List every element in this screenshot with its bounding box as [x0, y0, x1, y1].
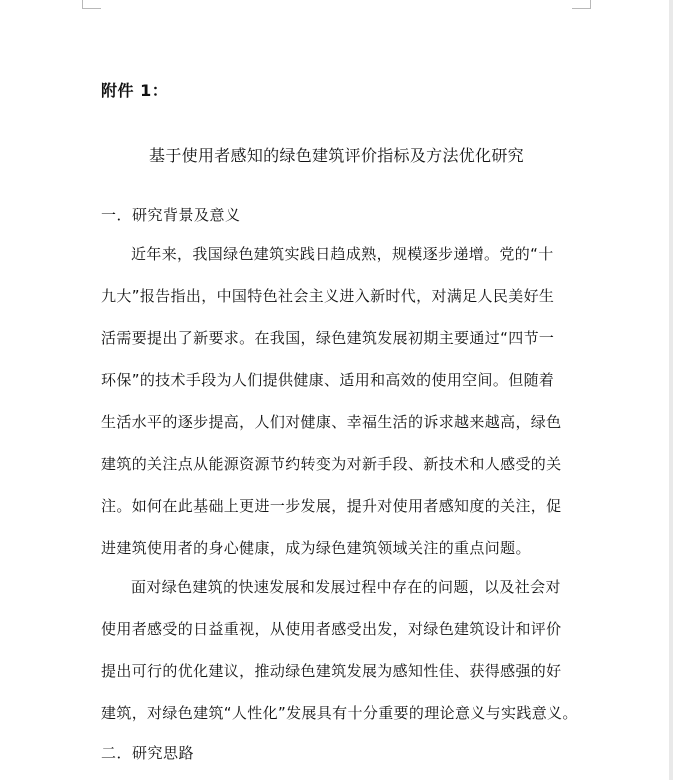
margin-corner-mark-right [572, 0, 591, 9]
paragraph-line: 九大”报告指出，中国特色社会主义进入新时代，对满足人民美好生 [101, 287, 555, 305]
paragraph-line: 建筑的关注点从能源资源节约转变为对新手段、新技术和人感受的关 [101, 455, 562, 473]
paragraph-line: 提出可行的优化建议，推动绿色建筑发展为感知性佳、获得感强的好 [101, 662, 562, 680]
paragraph-line: 注。如何在此基础上更进一步发展，提升对使用者感知度的关注，促 [101, 497, 562, 515]
attachment-label: 附件 1： [101, 81, 169, 100]
paragraph-line: 使用者感受的日益重视，从使用者感受出发，对绿色建筑设计和评价 [101, 620, 562, 638]
paragraph-line: 进建筑使用者的身心健康，成为绿色建筑领域关注的重点问题。 [101, 539, 531, 557]
section-heading-approach: 二．研究思路 [101, 744, 195, 762]
margin-corner-mark-left [82, 0, 101, 9]
paragraph-line: 建筑，对绿色建筑“人性化”发展具有十分重要的理论意义与实践意义。 [101, 704, 578, 722]
document-title: 基于使用者感知的绿色建筑评价指标及方法优化研究 [149, 146, 524, 165]
paragraph-line: 环保”的技术手段为人们提供健康、适用和高效的使用空间。但随着 [101, 371, 555, 389]
section-heading-background: 一．研究背景及意义 [101, 206, 241, 224]
paragraph-line: 生活水平的逐步提高，人们对健康、幸福生活的诉求越来越高，绿色 [101, 413, 562, 431]
page-edge-shadow [669, 0, 673, 780]
paragraph-line: 面对绿色建筑的快速发展和发展过程中存在的问题，以及社会对 [131, 578, 561, 596]
paragraph-line: 近年来，我国绿色建筑实践日趋成熟，规模逐步递增。党的“十 [131, 245, 554, 263]
paragraph-line: 活需要提出了新要求。在我国，绿色建筑发展初期主要通过“四节一 [101, 329, 555, 347]
